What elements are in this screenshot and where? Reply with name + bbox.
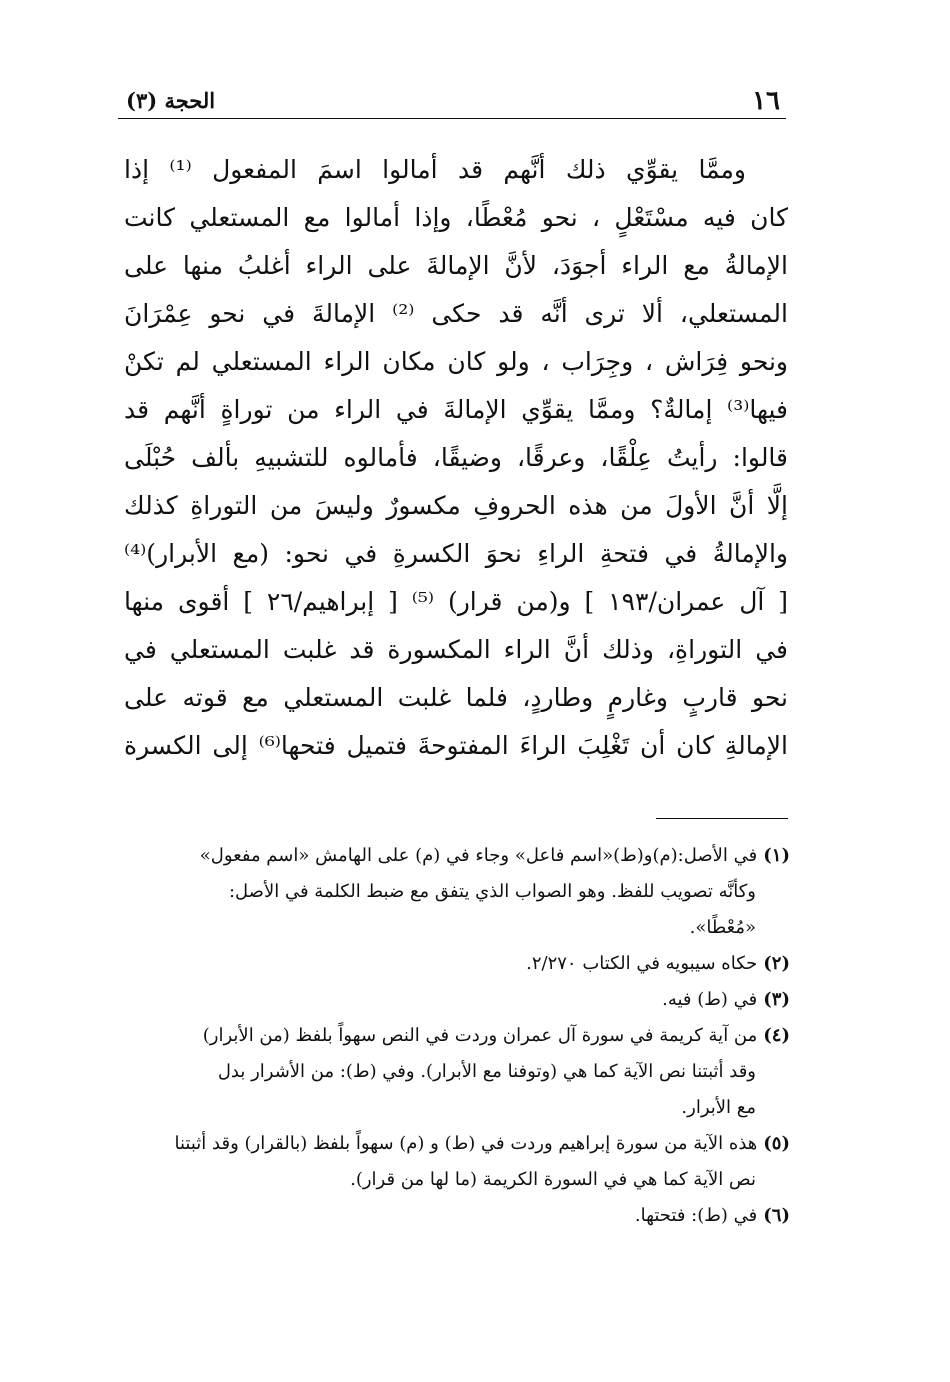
footnote-1 [118, 838, 790, 874]
footnote-3 [118, 982, 790, 1018]
footnote-number: (٢) [763, 953, 790, 974]
footnote-text: هذه الآية من سورة إبراهيم وردت في (ط) و (م) سهواً بلفظ (بالقرار) وقد أثبتنا [174, 1133, 758, 1154]
footnote-text: في (ط) فيه. [662, 989, 758, 1010]
page-number: ١٦ [752, 86, 780, 116]
page-header [118, 84, 786, 119]
text-line: قالوا: رأيتُ عِلْقًا، وعرقًا، وضيقًا، فأمالوه للتشبيهِ بألف حُبْلَى [124, 443, 788, 472]
footnote-text: حكاه سيبويه في الكتاب ٢/٢٧٠. [526, 953, 758, 974]
text-line: كان فيه مسْتَعْلٍ ، نحو مُعْطًا، وإذا أمالوا مع المستعلي كانت [124, 203, 788, 232]
footnote-6 [118, 1198, 790, 1234]
text-line: الإمالةُ مع الراء أجوَدَ، لأنَّ الإمالةَ على الراء أغلبُ منها على [124, 251, 788, 280]
footnote-1-cont: «مُعْطًا». [689, 917, 756, 938]
footnote-text: من آية كريمة في سورة آل عمران وردت في النص سهواً بلفظ (من الأبرار) [202, 1025, 758, 1046]
footnote-separator [656, 818, 788, 819]
running-title: الحجة (٣) [126, 88, 216, 113]
footnote-4-cont: مع الأبرار. [681, 1097, 756, 1118]
footnote-text: في الأصل:(م)و(ط)«اسم فاعل» وجاء في (م) على الهامش «اسم مفعول» [199, 845, 758, 866]
footnote-5-cont: نص الآية كما هي في السورة الكريمة (ما لها من قرار). [350, 1169, 756, 1190]
footnote-number: (٤) [763, 1025, 790, 1046]
text-line: إلَّا أنَّ الأولَ من هذه الحروفِ مكسورٌ وليسَ من التوراةِ كذلك [124, 491, 788, 520]
footnote-1-cont: وكأنَّه تصويب للفظ. وهو الصواب الذي يتفق مع ضبط الكلمة في الأصل: [228, 881, 756, 902]
text-line: [ آل عمران/١٩٣ ] و(من قرار) ⁽⁵⁾ [ إبراهيم/٢٦ ] أقوى منها [124, 587, 788, 616]
text-line: فيها⁽³⁾ إمالةٌ؟ وممَّا يقوِّي الإمالةَ في الراء من توراةٍ أنَّهم قد [124, 395, 788, 424]
text-line: الإمالةِ كان أن تَغْلِبَ الراءَ المفتوحةَ فتميل فتحها⁽⁶⁾ إلى الكسرة [124, 731, 788, 760]
footnote-4-cont: وقد أثبتنا نص الآية كما هي (وتوفنا مع الأبرار). وفي (ط): من الأشرار بدل [217, 1061, 756, 1082]
footnote-number: (٣) [763, 989, 790, 1010]
footnote-2 [118, 946, 790, 982]
footnote-5 [118, 1126, 790, 1162]
text-line: والإمالةُ في فتحةِ الراءِ نحوَ الكسرةِ في نحو: (مع الأبرار)⁽⁴⁾ [124, 539, 788, 568]
footnote-4 [118, 1018, 790, 1054]
footnote-number: (١) [763, 845, 790, 866]
text-line: نحو قاربٍ وغارمٍ وطاردٍ، فلما غلبت المستعلي مع قوته على [124, 683, 788, 712]
text-line: في التوراةِ، وذلك أنَّ الراء المكسورة قد غلبت المستعلي في [124, 635, 788, 664]
footnote-number: (٥) [763, 1133, 790, 1154]
footnote-number: (٦) [763, 1205, 790, 1226]
text-line: المستعلي، ألا ترى أنَّه قد حكى ⁽²⁾ الإمالةَ في نحو عِمْرَانَ [124, 299, 788, 328]
footnotes [118, 838, 790, 1234]
text-line: وممَّا يقوِّي ذلك أنَّهم قد أمالوا اسمَ المفعول ⁽¹⁾ إذا [124, 155, 746, 184]
text-line: ونحو فِرَاش ، وجِرَاب ، ولو كان مكان الراء المستعلي لم تكنْ [124, 347, 788, 376]
main-text [124, 146, 788, 770]
footnote-text: في (ط): فتحتها. [634, 1205, 758, 1226]
